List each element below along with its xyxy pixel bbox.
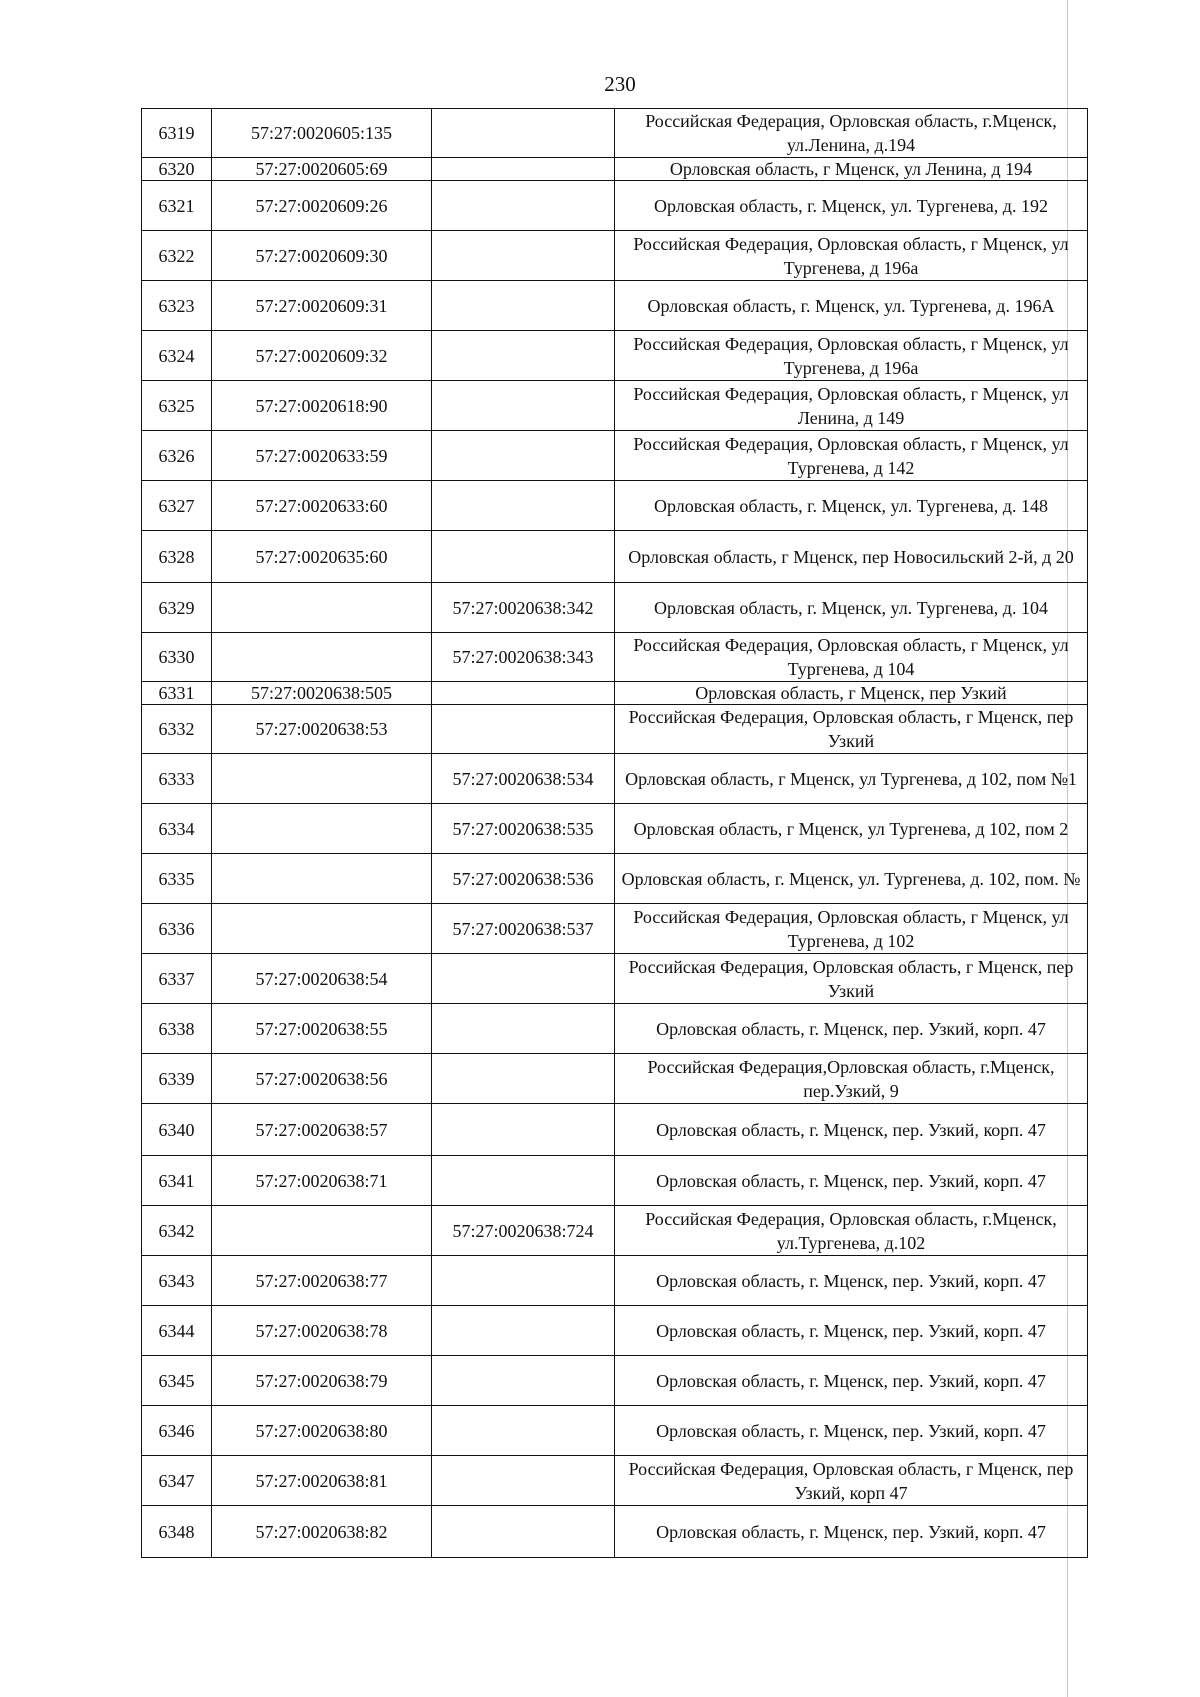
cadastral-number-cell: 57:27:0020638:56 [212,1054,432,1104]
address-cell: Орловская область, г. Мценск, пер. Узкий, корп. 47 [615,1356,1088,1406]
row-number-cell: 6330 [142,633,212,682]
cadastral-number-cell: 57:27:0020638:53 [212,705,432,754]
address-cell: Орловская область, г. Мценск, ул. Тургенева, д. 102, пом. № [615,854,1088,904]
table-row [142,381,1088,431]
cadastral-number-cell [212,854,432,904]
table-row [142,1306,1088,1356]
row-number-cell: 6336 [142,904,212,954]
table-row [142,583,1088,633]
object-number-cell: 57:27:0020638:536 [432,854,615,904]
object-number-cell: 57:27:0020638:342 [432,583,615,633]
row-number-cell: 6339 [142,1054,212,1104]
object-number-cell: 57:27:0020638:537 [432,904,615,954]
address-cell: Орловская область, г. Мценск, пер. Узкий, корп. 47 [615,1406,1088,1456]
cadastral-number-cell: 57:27:0020633:60 [212,481,432,531]
row-number-cell: 6342 [142,1206,212,1256]
row-number-cell: 6344 [142,1306,212,1356]
table-row [142,1456,1088,1506]
cadastral-number-cell: 57:27:0020638:505 [212,682,432,705]
cadastral-number-cell: 57:27:0020638:82 [212,1506,432,1558]
row-number-cell: 6335 [142,854,212,904]
address-cell: Орловская область, г Мценск, ул Тургенева, д 102, пом №1 [615,754,1088,804]
cadastral-number-cell [212,583,432,633]
cadastral-number-cell: 57:27:0020635:60 [212,531,432,583]
object-number-cell [432,381,615,431]
cadastral-number-cell: 57:27:0020605:135 [212,109,432,158]
address-cell: Орловская область, г Мценск, ул Тургенева, д 102, пом 2 [615,804,1088,854]
row-number-cell: 6331 [142,682,212,705]
address-cell: Российская Федерация, Орловская область, г Мценск, ул Тургенева, д 102 [615,904,1088,954]
object-number-cell: 57:27:0020638:343 [432,633,615,682]
row-number-cell: 6341 [142,1156,212,1206]
table-row [142,1156,1088,1206]
row-number-cell: 6320 [142,158,212,181]
object-number-cell [432,1156,615,1206]
object-number-cell [432,331,615,381]
address-cell: Российская Федерация, Орловская область, г Мценск, ул Тургенева, д 142 [615,431,1088,481]
table-row [142,705,1088,754]
cadastral-number-cell: 57:27:0020638:71 [212,1156,432,1206]
table-row [142,804,1088,854]
address-cell: Орловская область, г Мценск, пер Новосильский 2-й, д 20 [615,531,1088,583]
table-row [142,1206,1088,1256]
cadastral-number-cell [212,754,432,804]
row-number-cell: 6319 [142,109,212,158]
object-number-cell [432,431,615,481]
table-row [142,431,1088,481]
address-cell: Орловская область, г Мценск, ул Ленина, д 194 [615,158,1088,181]
table-row [142,109,1088,158]
table-row [142,1406,1088,1456]
row-number-cell: 6322 [142,231,212,281]
table-row [142,682,1088,705]
row-number-cell: 6347 [142,1456,212,1506]
row-number-cell: 6325 [142,381,212,431]
row-number-cell: 6334 [142,804,212,854]
cadastral-number-cell: 57:27:0020638:54 [212,954,432,1004]
row-number-cell: 6328 [142,531,212,583]
address-cell: Российская Федерация, Орловская область, г Мценск, ул Ленина, д 149 [615,381,1088,431]
cadastral-number-cell: 57:27:0020638:57 [212,1104,432,1156]
object-number-cell [432,181,615,231]
cadastral-number-cell: 57:27:0020638:81 [212,1456,432,1506]
table-row [142,158,1088,181]
cadastral-number-cell: 57:27:0020609:30 [212,231,432,281]
table-row [142,854,1088,904]
row-number-cell: 6337 [142,954,212,1004]
object-number-cell: 57:27:0020638:535 [432,804,615,854]
table-row [142,331,1088,381]
cadastral-number-cell [212,1206,432,1256]
address-cell: Орловская область, г. Мценск, пер. Узкий, корп. 47 [615,1104,1088,1156]
object-number-cell [432,1356,615,1406]
object-number-cell [432,231,615,281]
table-row [142,231,1088,281]
row-number-cell: 6323 [142,281,212,331]
table-row [142,481,1088,531]
table-row [142,1256,1088,1306]
address-cell: Российская Федерация,Орловская область, г.Мценск, пер.Узкий, 9 [615,1054,1088,1104]
table-row [142,1004,1088,1054]
cadastral-number-cell: 57:27:0020609:31 [212,281,432,331]
cadastral-number-cell: 57:27:0020638:79 [212,1356,432,1406]
object-number-cell [432,954,615,1004]
object-number-cell [432,1506,615,1558]
cadastral-number-cell [212,804,432,854]
address-cell: Орловская область, г. Мценск, ул. Тургенева, д. 148 [615,481,1088,531]
row-number-cell: 6333 [142,754,212,804]
table-row [142,181,1088,231]
address-cell: Российская Федерация, Орловская область, г Мценск, пер Узкий [615,705,1088,754]
cadastral-number-cell: 57:27:0020638:80 [212,1406,432,1456]
cadastral-number-cell [212,633,432,682]
address-cell: Орловская область, г. Мценск, ул. Тургенева, д. 104 [615,583,1088,633]
row-number-cell: 6326 [142,431,212,481]
address-cell: Орловская область, г. Мценск, пер. Узкий, корп. 47 [615,1004,1088,1054]
object-number-cell [432,1004,615,1054]
cadastral-number-cell: 57:27:0020633:59 [212,431,432,481]
table-row [142,954,1088,1004]
object-number-cell [432,682,615,705]
object-number-cell [432,1104,615,1156]
address-cell: Российская Федерация, Орловская область, г Мценск, пер Узкий [615,954,1088,1004]
object-number-cell [432,531,615,583]
cadastral-number-cell: 57:27:0020609:26 [212,181,432,231]
registry-table-body [142,109,1088,1558]
address-cell: Орловская область, г. Мценск, пер. Узкий, корп. 47 [615,1306,1088,1356]
address-cell: Орловская область, г. Мценск, ул. Тургенева, д. 192 [615,181,1088,231]
row-number-cell: 6332 [142,705,212,754]
address-cell: Российская Федерация, Орловская область, г Мценск, ул Тургенева, д 196а [615,331,1088,381]
table-row [142,281,1088,331]
row-number-cell: 6329 [142,583,212,633]
table-row [142,1506,1088,1558]
object-number-cell [432,109,615,158]
row-number-cell: 6345 [142,1356,212,1406]
table-row [142,1054,1088,1104]
row-number-cell: 6340 [142,1104,212,1156]
registry-table [141,108,1088,1558]
cadastral-number-cell: 57:27:0020638:78 [212,1306,432,1356]
object-number-cell [432,1456,615,1506]
object-number-cell: 57:27:0020638:534 [432,754,615,804]
object-number-cell [432,1406,615,1456]
cadastral-number-cell: 57:27:0020609:32 [212,331,432,381]
row-number-cell: 6348 [142,1506,212,1558]
row-number-cell: 6324 [142,331,212,381]
table-row [142,754,1088,804]
address-cell: Орловская область, г. Мценск, пер. Узкий, корп. 47 [615,1506,1088,1558]
address-cell: Орловская область, г. Мценск, пер. Узкий, корп. 47 [615,1256,1088,1306]
table-row [142,531,1088,583]
object-number-cell [432,1054,615,1104]
row-number-cell: 6346 [142,1406,212,1456]
address-cell: Российская Федерация, Орловская область, г Мценск, пер Узкий, корп 47 [615,1456,1088,1506]
cadastral-number-cell: 57:27:0020638:77 [212,1256,432,1306]
address-cell: Российская Федерация, Орловская область, г.Мценск, ул.Тургенева, д.102 [615,1206,1088,1256]
table-row [142,1104,1088,1156]
cadastral-number-cell: 57:27:0020618:90 [212,381,432,431]
object-number-cell [432,1306,615,1356]
page-number: 230 [604,72,636,96]
table-row [142,904,1088,954]
address-cell: Российская Федерация, Орловская область, г Мценск, ул Тургенева, д 196а [615,231,1088,281]
cadastral-number-cell [212,904,432,954]
table-row [142,1356,1088,1406]
cadastral-number-cell: 57:27:0020638:55 [212,1004,432,1054]
object-number-cell [432,281,615,331]
object-number-cell [432,481,615,531]
object-number-cell: 57:27:0020638:724 [432,1206,615,1256]
address-cell: Орловская область, г Мценск, пер Узкий [615,682,1088,705]
row-number-cell: 6321 [142,181,212,231]
object-number-cell [432,158,615,181]
address-cell: Российская Федерация, Орловская область, г.Мценск, ул.Ленина, д.194 [615,109,1088,158]
address-cell: Российская Федерация, Орловская область, г Мценск, ул Тургенева, д 104 [615,633,1088,682]
address-cell: Орловская область, г. Мценск, ул. Тургенева, д. 196А [615,281,1088,331]
object-number-cell [432,705,615,754]
row-number-cell: 6338 [142,1004,212,1054]
address-cell: Орловская область, г. Мценск, пер. Узкий, корп. 47 [615,1156,1088,1206]
table-row [142,633,1088,682]
cadastral-number-cell: 57:27:0020605:69 [212,158,432,181]
row-number-cell: 6327 [142,481,212,531]
object-number-cell [432,1256,615,1306]
row-number-cell: 6343 [142,1256,212,1306]
